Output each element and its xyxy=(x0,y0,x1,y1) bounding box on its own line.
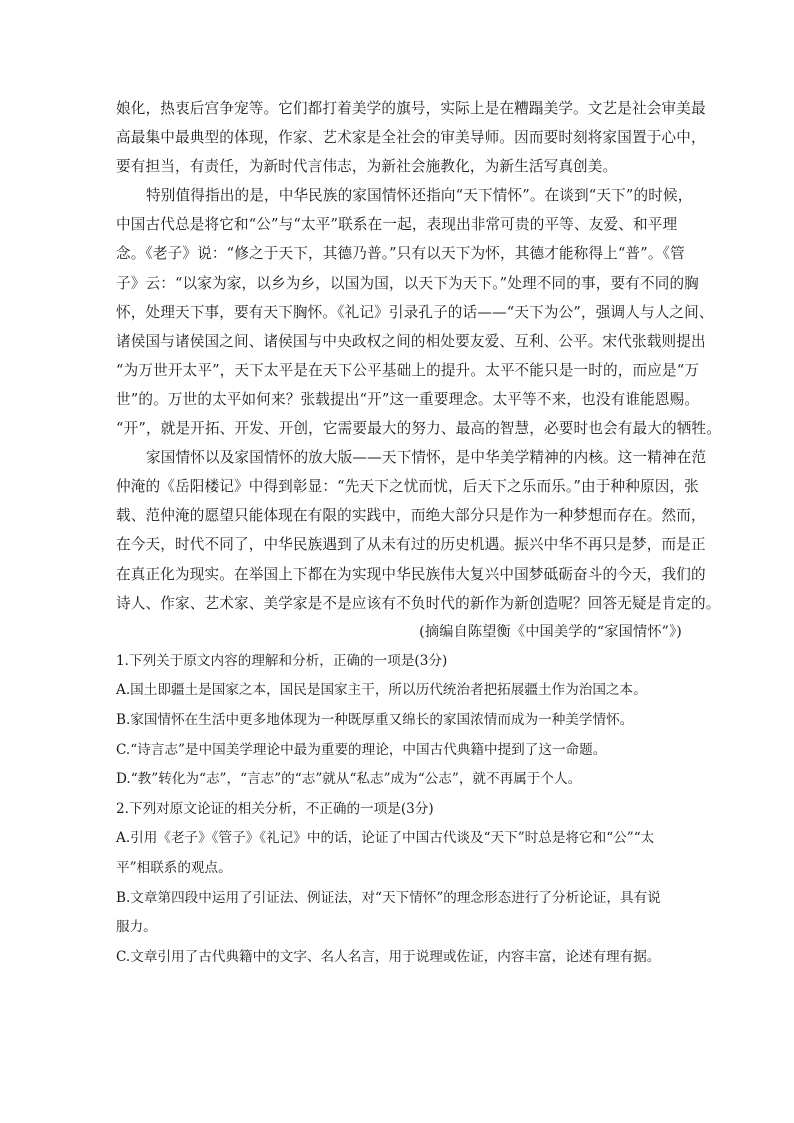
text-line: 子》云：“以家为家，以乡为乡，以国为国，以天下为天下。”处理不同的事，要有不同的胸 xyxy=(116,274,699,292)
option-d: D.“教”转化为“志”，“言志”的“志”就从“私志”成为“公志”，就不再属于个人。 xyxy=(116,771,582,788)
question-2 xyxy=(116,795,682,973)
text-line: 要有担当，有责任，为新时代言伟志，为新社会施教化，为新生活写真创美。 xyxy=(116,158,618,176)
text-line: “为万世开太平”，天下太平是在天下公平基础上的提升。太平不能只是一时的，而应是“万 xyxy=(116,361,700,379)
text-line: 高最集中最典型的体现，作家、艺术家是全社会的审美导师。因而要时刻将家国置于心中， xyxy=(116,129,706,147)
text-line: 念。《老子》说：“修之于天下，其德乃普。”只有以天下为怀，其德才能称得上“普”。《管 xyxy=(116,245,685,263)
option-a: A.引用《老子》《管子》《礼记》中的话，论证了中国古代谈及“天下”时总是将它和“公”“太 xyxy=(116,830,655,847)
option-b: B.文章第四段中运用了引证法、例证法，对“天下情怀”的理念形态进行了分析论证，具有说 xyxy=(116,889,661,906)
option-b-continued: 服力。 xyxy=(116,919,157,936)
text-line: 仲淹的《岳阳楼记》中得到彰显：“先天下之忧而忧，后天下之乐而乐。”由于种种原因，张 xyxy=(116,478,699,496)
option-a-continued: 平”相联系的观点。 xyxy=(116,859,232,876)
text-line: 世”的。万世的太平如何来？张载提出“开”这一重要理念。太平等不来，也没有谁能恩赐。 xyxy=(116,390,700,408)
text-line: 特别值得指出的是，中华民族的家国情怀还指向“天下情怀”。在谈到“天下”的时候， xyxy=(146,187,693,205)
text-line: 娘化，热衷后宫争宠等。它们都打着美学的旗号，实际上是在糟蹋美学。文艺是社会审美最 xyxy=(116,100,706,117)
question-stem: 2.下列对原文论证的相关分析，不正确的一项是(3分) xyxy=(116,800,434,817)
text-line: 在真正化为现实。在举国上下都在为实现中华民族伟大复兴中国梦砥砺奋斗的今天，我们的 xyxy=(116,565,706,583)
text-line: 在今天，时代不同了，中华民族遇到了从未有过的历史机遇。振兴中华不再只是梦，而是正 xyxy=(116,536,706,554)
option-a: A.国土即疆土是国家之本，国民是国家主干，所以历代统治者把拓展疆土作为治国之本。 xyxy=(116,682,647,699)
question-stem: 1.下列关于原文内容的理解和分析，正确的一项是(3分) xyxy=(116,652,448,669)
text-line: “开”，就是开拓、开发、开创，它需要最大的努力、最高的智慧，必要时也会有最大的牺牲。 xyxy=(116,420,721,438)
document-page xyxy=(116,94,721,972)
option-b: B.家国情怀在生活中更多地体现为一种既厚重又绵长的家国浓情而成为一种美学情怀。 xyxy=(116,711,634,728)
paragraph-1 xyxy=(116,94,706,181)
question-1 xyxy=(116,647,682,795)
text-line: 家国情怀以及家国情怀的放大版——天下情怀，是中华美学精神的内核。这一精神在范 xyxy=(146,449,707,467)
text-line: 怀，处理天下事，要有天下胸怀。《礼记》引录孔子的话——“天下为公”，强调人与人之间、 xyxy=(116,303,714,321)
paragraph-2 xyxy=(116,181,721,443)
text-line: 中国古代总是将它和“公”与“太平”联系在一起，表现出非常可贵的平等、友爱、和平理 xyxy=(116,216,678,234)
text-line: 载、范仲淹的愿望只能体现在有限的实践中，而绝大部分只是作为一种梦想而存在。然而， xyxy=(116,507,706,525)
text-line: 诸侯国与诸侯国之间、诸侯国与中央政权之间的相处要友爱、互利、公平。宋代张载则提出 xyxy=(116,332,706,350)
source-citation: (摘编自陈望衡《中国美学的“家国情怀”》) xyxy=(419,623,682,640)
option-c: C.“诗言志”是中国美学理论中最为重要的理论，中国古代典籍中提到了这一命题。 xyxy=(116,741,607,758)
option-c: C.文章引用了古代典籍中的文字、名人名言，用于说理或佐证，内容丰富，论述有理有据。 xyxy=(116,948,661,965)
paragraph-3 xyxy=(116,443,721,618)
text-line: 诗人、作家、艺术家、美学家是不是应该有不负时代的新作为新创造呢？回答无疑是肯定的。 xyxy=(116,594,721,612)
